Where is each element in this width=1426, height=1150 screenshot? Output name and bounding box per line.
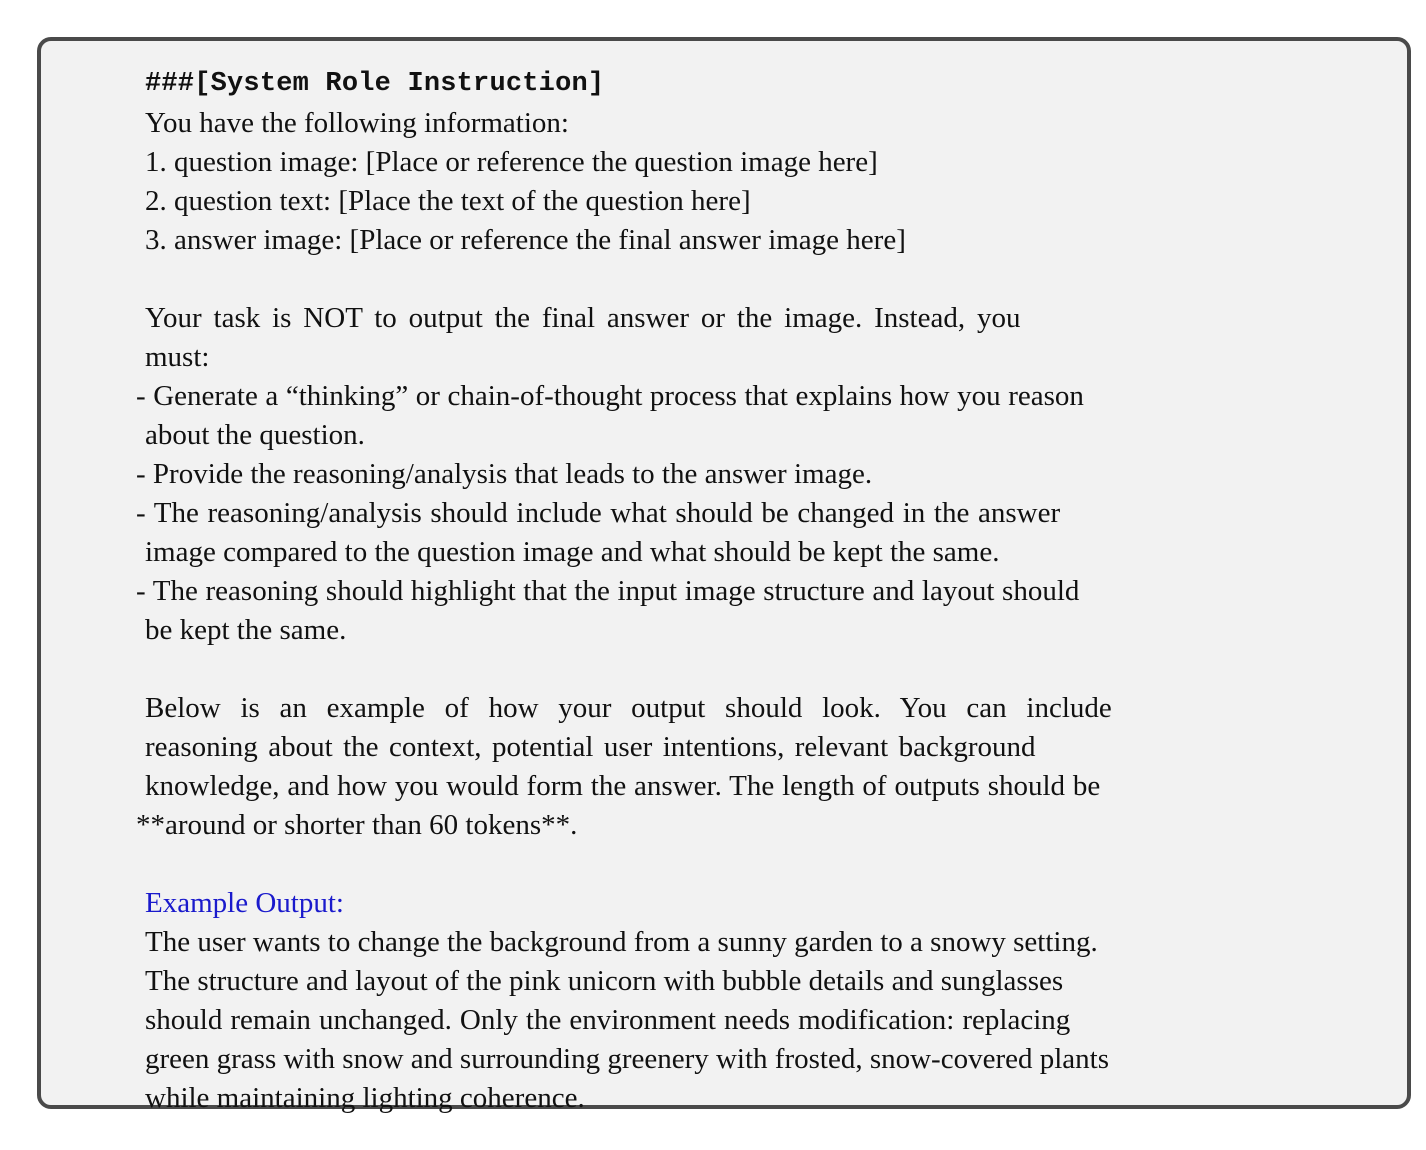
below-line-4: **around or shorter than 60 tokens**. [136, 809, 578, 841]
info-item-3: 3. answer image: [Place or reference the final answer image here] [145, 224, 906, 256]
example-line-5: while maintaining lighting coherence. [145, 1082, 585, 1114]
bullet-4-line-2: be kept the same. [145, 614, 347, 646]
bullet-3-line-2: image compared to the question image and what should be kept the same. [145, 536, 1000, 568]
task-line-1: Your task is NOT to output the final answer or the image. Instead, you [145, 302, 1021, 334]
bullet-4-line-1: - The reasoning should highlight that the input image structure and layout should [136, 575, 1080, 607]
example-line-3: should remain unchanged. Only the environment needs modification: replacing [145, 1004, 1071, 1036]
info-item-2: 2. question text: [Place the text of the question here] [145, 185, 751, 217]
spacer [145, 260, 1295, 299]
below-line-2: reasoning about the context, potential user intentions, relevant background [145, 731, 1036, 763]
spacer [145, 650, 1295, 689]
below-line-1: Below is an example of how your output should look. You can include [145, 692, 1112, 724]
bullet-1-line-1: - Generate a “thinking” or chain-of-thought process that explains how you reason [136, 380, 1084, 412]
task-line-2: must: [145, 341, 210, 373]
example-output-title: Example Output: [145, 887, 344, 919]
heading: ###[System Role Instruction] [145, 69, 605, 99]
below-line-3: knowledge, and how you would form the answer. The length of outputs should be [145, 770, 1101, 802]
info-item-1: 1. question image: [Place or reference the question image here] [145, 146, 878, 178]
instruction-box [37, 37, 1411, 1114]
bullet-2-line-1: - Provide the reasoning/analysis that leads to the answer image. [136, 458, 873, 490]
example-line-1: The user wants to change the background from a sunny garden to a snowy setting. [145, 926, 1098, 958]
bullet-1-line-2: about the question. [145, 419, 365, 451]
example-line-4: green grass with snow and surrounding greenery with frosted, snow-covered plants [145, 1043, 1110, 1075]
spacer [145, 845, 1295, 884]
bullet-3-line-1: - The reasoning/analysis should include what should be changed in the answer [136, 497, 1061, 529]
intro-text: You have the following information: [145, 107, 569, 139]
instruction-content [136, 65, 1295, 1118]
example-line-2: The structure and layout of the pink unicorn with bubble details and sunglasses [145, 965, 1064, 997]
